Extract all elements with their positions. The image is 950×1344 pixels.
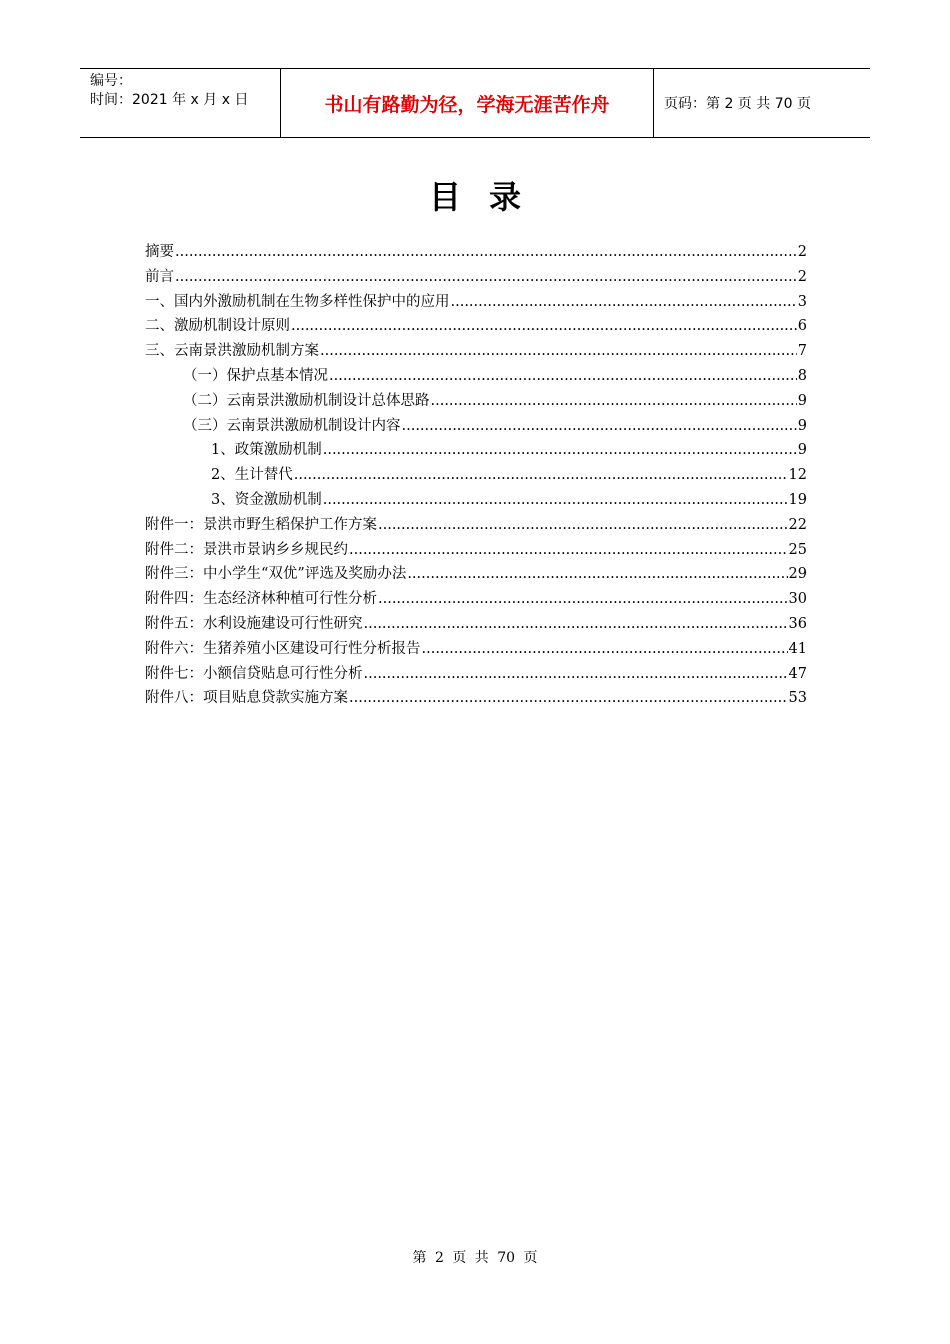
toc-entry-page: 47 bbox=[788, 665, 807, 682]
toc-entry[interactable] bbox=[145, 562, 807, 587]
toc-leader-dots bbox=[291, 318, 797, 334]
toc-entry-label: （一）保护点基本情况 bbox=[183, 367, 328, 384]
toc-entry-label: （二）云南景洪激励机制设计总体思路 bbox=[183, 392, 430, 409]
toc-entry[interactable] bbox=[145, 513, 807, 538]
toc-entry-label: 附件三：中小学生“双优”评选及奖励办法 bbox=[145, 566, 407, 583]
toc-leader-dots bbox=[175, 244, 797, 260]
toc-entry-label: 摘要 bbox=[145, 244, 174, 260]
toc-entry[interactable] bbox=[145, 265, 807, 290]
toc-entry-label: 二、激励机制设计原则 bbox=[145, 318, 290, 335]
toc-entry-page: 2 bbox=[797, 268, 807, 285]
toc-entry[interactable] bbox=[145, 587, 807, 612]
toc-entry-label: 附件七：小额信贷贴息可行性分析 bbox=[145, 665, 363, 682]
toc-entry-label: 1、政策激励机制 bbox=[211, 442, 322, 459]
toc-leader-dots bbox=[402, 418, 797, 434]
header-number-label: 编号： bbox=[90, 73, 132, 89]
toc-entry[interactable] bbox=[145, 364, 807, 389]
toc-leader-dots bbox=[329, 368, 797, 384]
toc-entry-label: 附件八：项目贴息贷款实施方案 bbox=[145, 690, 348, 707]
toc-entry-label: 附件二：景洪市景讷乡乡规民约 bbox=[145, 541, 348, 558]
toc-entry-label: 附件一：景洪市野生稻保护工作方案 bbox=[145, 516, 377, 533]
toc-entry-label: 2、生计替代 bbox=[211, 467, 293, 484]
toc-leader-dots bbox=[349, 690, 788, 706]
toc-leader-dots bbox=[323, 492, 788, 508]
toc-entry-label: 三、云南景洪激励机制方案 bbox=[145, 343, 319, 360]
toc-entry-page: 53 bbox=[788, 690, 807, 707]
table-of-contents bbox=[145, 240, 807, 711]
toc-entry-page: 30 bbox=[788, 591, 807, 608]
toc-entry-page: 6 bbox=[797, 318, 807, 335]
toc-entry-page: 12 bbox=[788, 467, 807, 484]
toc-entry[interactable] bbox=[145, 637, 807, 662]
toc-entry-page: 7 bbox=[797, 343, 807, 360]
toc-entry[interactable] bbox=[145, 662, 807, 687]
toc-entry-page: 41 bbox=[788, 640, 807, 657]
toc-entry-page: 22 bbox=[788, 516, 807, 533]
header-meta bbox=[80, 69, 281, 137]
toc-leader-dots bbox=[431, 393, 797, 409]
toc-entry-page: 9 bbox=[797, 392, 807, 409]
toc-entry-page: 9 bbox=[797, 417, 807, 434]
toc-leader-dots bbox=[294, 467, 788, 483]
toc-leader-dots bbox=[320, 343, 797, 359]
toc-entry-page: 9 bbox=[797, 442, 807, 459]
toc-entry-label: 一、国内外激励机制在生物多样性保护中的应用 bbox=[145, 293, 450, 310]
toc-entry[interactable] bbox=[145, 538, 807, 563]
toc-entry[interactable] bbox=[145, 686, 807, 711]
toc-entry-page: 29 bbox=[788, 566, 807, 583]
toc-entry-label: 附件四：生态经济林种植可行性分析 bbox=[145, 591, 377, 608]
toc-entry[interactable] bbox=[145, 339, 807, 364]
toc-entry[interactable] bbox=[145, 240, 807, 265]
toc-entry-page: 36 bbox=[788, 615, 807, 632]
toc-entry-page: 19 bbox=[788, 491, 807, 508]
toc-entry[interactable] bbox=[145, 463, 807, 488]
toc-entry[interactable] bbox=[145, 438, 807, 463]
toc-entry-page: 8 bbox=[797, 367, 807, 384]
toc-leader-dots bbox=[364, 616, 788, 632]
toc-entry-label: 3、资金激励机制 bbox=[211, 491, 322, 508]
toc-entry[interactable] bbox=[145, 389, 807, 414]
header-page-info: 页码：第 2 页 共 70 页 bbox=[664, 96, 811, 112]
toc-entry-page: 25 bbox=[788, 541, 807, 558]
toc-entry-label: 附件五：水利设施建设可行性研究 bbox=[145, 615, 363, 632]
header-motto: 书山有路勤为径，学海无涯苦作舟 bbox=[281, 69, 654, 137]
toc-leader-dots bbox=[378, 517, 788, 533]
toc-entry[interactable] bbox=[145, 314, 807, 339]
page-header bbox=[80, 68, 870, 138]
toc-entry[interactable] bbox=[145, 488, 807, 513]
toc-leader-dots bbox=[378, 591, 788, 607]
toc-leader-dots bbox=[407, 566, 787, 582]
toc-entry-label: 附件六：生猪养殖小区建设可行性分析报告 bbox=[145, 640, 421, 657]
page-title: 目录 bbox=[428, 178, 549, 216]
toc-leader-dots bbox=[323, 442, 797, 458]
toc-entry-page: 2 bbox=[797, 244, 807, 260]
toc-leader-dots bbox=[349, 542, 788, 558]
toc-entry-label: 前言 bbox=[145, 268, 174, 285]
toc-leader-dots bbox=[422, 641, 788, 657]
toc-leader-dots bbox=[175, 269, 797, 285]
toc-leader-dots bbox=[451, 294, 797, 310]
toc-entry[interactable] bbox=[145, 612, 807, 637]
toc-leader-dots bbox=[364, 666, 788, 682]
toc-entry[interactable] bbox=[145, 414, 807, 439]
toc-entry[interactable] bbox=[145, 290, 807, 315]
toc-entry-page: 3 bbox=[797, 293, 807, 310]
page-footer: 第 2 页 共 70 页 bbox=[412, 1250, 538, 1266]
toc-entry-label: （三）云南景洪激励机制设计内容 bbox=[183, 417, 401, 434]
header-time-label: 时间：2021 年 x 月 x 日 bbox=[90, 92, 249, 108]
